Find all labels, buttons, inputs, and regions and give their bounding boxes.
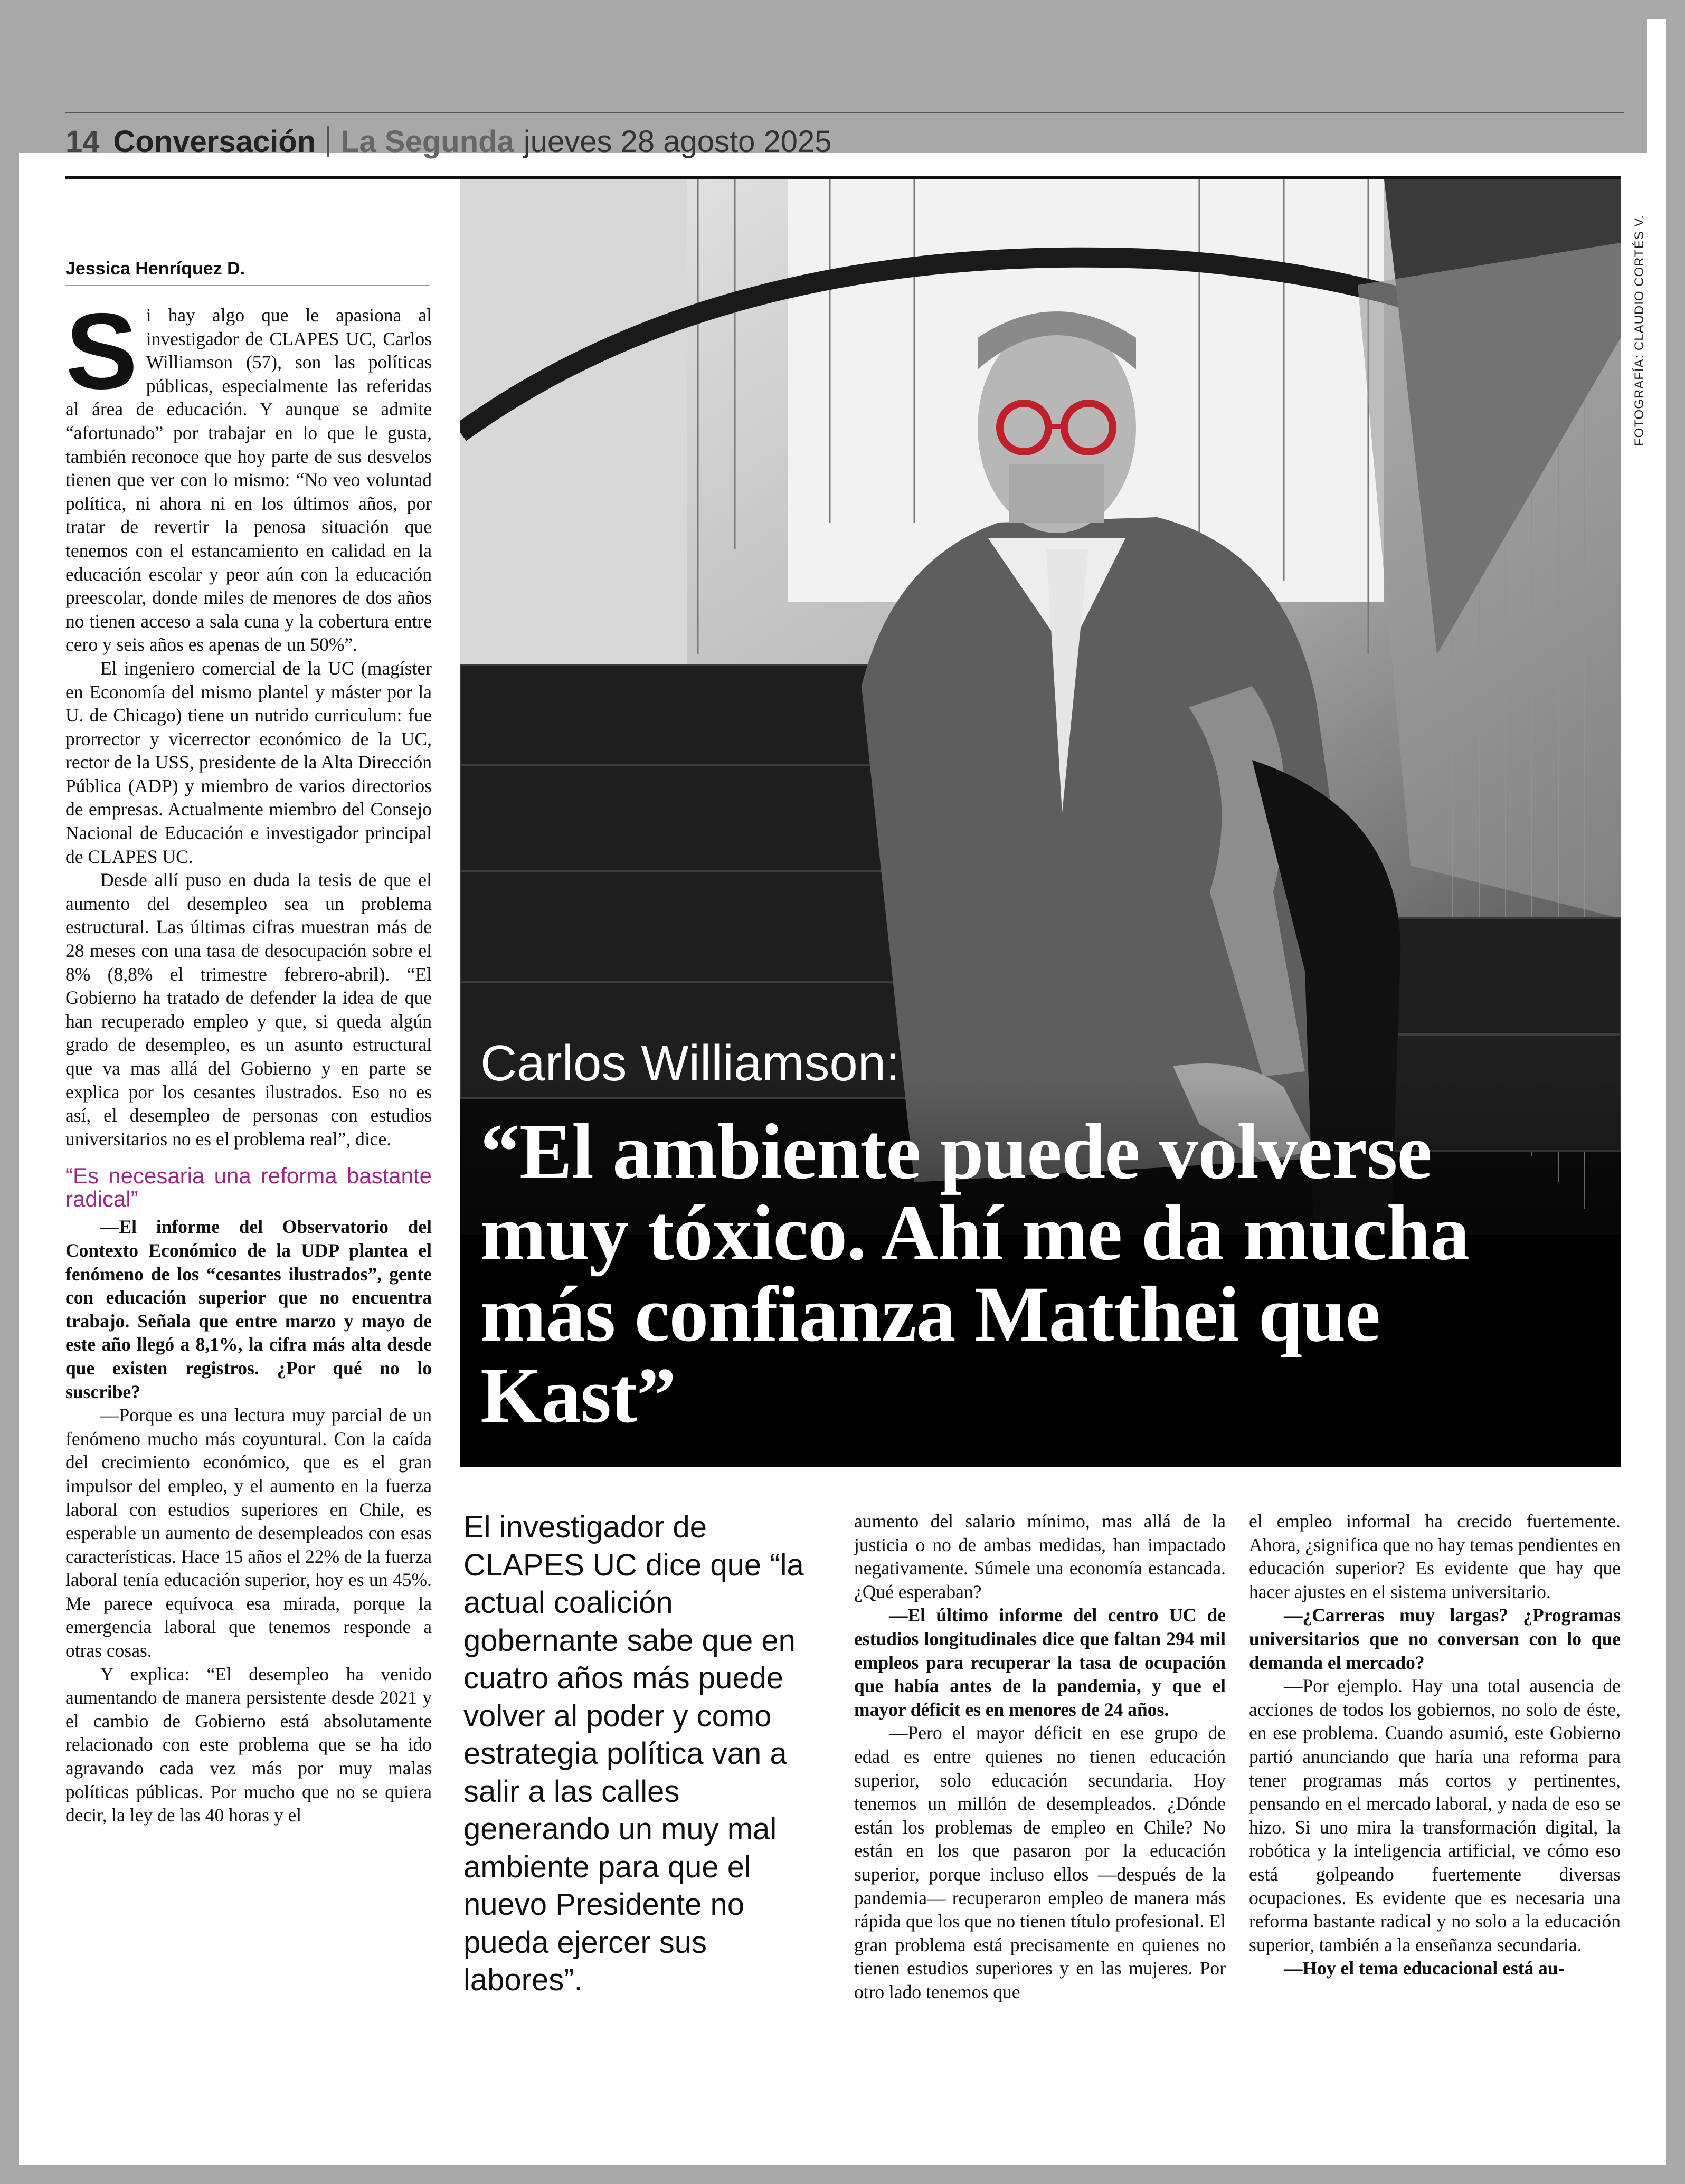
photo-credit: FOTOGRAFÍA: CLAUDIO CORTÉS V. — [1632, 215, 1646, 446]
section-name: Conversación — [113, 124, 316, 159]
intro-paragraph: i hay algo que le apasiona al investigador de CLAPES UC, Carlos Williamson (57), son las políticas públicas, especialmente las referidas al área de educación. Y aunque se admite “afortunado” por trabajar en lo que le gusta, también reconoce que hoy parte de sus desvelos tienen que ver con lo mismo: “No veo voluntad política, ni ahora ni en los últimos años, por tratar de revertir la penosa situación que tenemos con el estancamiento en calidad en la educación escolar y peor aún con la educación preescolar, donde miles de menores de dos años no tienen acceso a sala cuna y la cobertura entre cero y seis años es apenas de un 50%”. — [65, 305, 432, 656]
question-4: —Hoy el tema educacional está au- — [1284, 1958, 1565, 1979]
question-2: —El último informe del centro UC de estudios longitudinales dice que faltan 294 mil empleos para recuperar la tasa de ocupación que había antes de la pandemia, y que el mayor déficit es en menores de 24 años. — [854, 1604, 1226, 1720]
unemployment-paragraph: Desde allí puso en duda la tesis de que el aumento del desempleo sea un problema estructural. Las últimas cifras muestran más de 28 meses con una tasa de desocupación sobre el 8% (8,8% el trimestre febrero-abril). “El Gobierno ha tratado de defender la idea de que han recuperado empleo y que, si queda algún grado de desempleo, es un asunto estructural que va mas allá del Gobierno y en parte se explica por los cesantes ilustrados. Eso no es así, el desempleo de personas con estudios universitarios no es el problema real”, dice. — [65, 869, 432, 1150]
question-3: —¿Carreras muy largas? ¿Programas universitarios que no conversan con lo que demanda el mercado? — [1249, 1604, 1621, 1673]
issue-date: jueves 28 agosto 2025 — [523, 124, 832, 159]
subheading: “Es necesaria una reforma bastante radical” — [65, 1163, 432, 1212]
answer-2: —Pero el mayor déficit en ese grupo de edad es entre quienes no tienen educación superior, solo educación secundaria. Hoy tenemos un millón de desempleados. ¿Dónde están los problemas de empleo en Chile? No están en los que pasaron por la educación superior, porque incluso ellos —después de la pandemia— recuperaron empleo de manera más rápida que los que no tienen título profesional. El gran problema está precisamente en quienes no tienen estudios superiores y en las mujeres. Por otro lado tenemos que — [854, 1722, 1226, 2002]
col4-paragraph-1: el empleo informal ha crecido fuertemente. Ahora, ¿significa que no hay temas pendientes en educación superior? Es evidente que hay que hacer ajustes en el sistema universitario. — [1249, 1511, 1621, 1602]
bio-paragraph: El ingeniero comercial de la UC (magíster en Economía del mismo plantel y máster por la U. de Chicago) tiene un nutrido curriculum: fue prorrector y vicerrector económico de la UC, rector de la USS, presidente de la Alta Dirección Pública (ADP) y miembro de varios directorios de empresas. Actualmente miembro del Consejo Nacional de Educación e investigador principal de CLAPES UC. — [65, 657, 432, 867]
interviewee-name: Carlos Williamson: — [480, 1035, 900, 1091]
column-4 — [1249, 1509, 1621, 1980]
answer-1: —Porque es una lectura muy parcial de un fenómeno mucho más coyuntural. Con la caída del crecimiento económico, que es el gran impulsor del empleo, y el aumento en la fuerza laboral con estudios superiores en Chile, es esperable un aumento de desempleados con esas características. Hace 15 años el 22% de la fuerza laboral tenía educación superior, hoy es un 45%. Me parece equívoca esa mirada, porque la emergencia laboral que tenemos responde a otras cosas. — [65, 1404, 432, 1661]
headline-quote: “El ambiente puede volverse muy tóxico. Ahí me da mucha más confianza Matthei que Kast” — [480, 1108, 1470, 1439]
col3-paragraph-1: aumento del salario mínimo, mas allá de la justicia o no de ambas medidas, han impactado negativamente. Súmele una economía estancada. ¿Qué esperaban? — [854, 1511, 1226, 1602]
drop-cap: S — [65, 291, 138, 412]
answer-3: —Por ejemplo. Hay una total ausencia de acciones de todos los gobiernos, no solo de éste, en ese problema. Cuando asumió, este Gobierno partió anunciando que haría una reforma para tener programas más cortos y pertinentes, pensando en el mercado laboral, y nada de eso se hizo. Si uno mira la transformación digital, la robótica y la inteligencia artificial, ve cómo eso está golpeando fuertemente diversas ocupaciones. Es evidente que es necesaria una reforma bastante radical y no solo a la educación superior, también a la enseñanza secundaria. — [1249, 1675, 1621, 1955]
question-1: —El informe del Observatorio del Contexto Económico de la UDP plantea el fenómeno de los “cesantes ilustrados”, gente con educación superior que no encuentra trabajo. Señala que entre marzo y mayo de este año llegó a 8,1%, la cifra más alta desde que existen registros. ¿Por qué no lo suscribe? — [65, 1216, 432, 1402]
column-3 — [854, 1509, 1226, 2003]
byline: Jessica Henríquez D. — [65, 259, 245, 279]
page-number: 14 — [65, 124, 100, 159]
header-separator — [327, 126, 329, 157]
header-rule — [65, 112, 1624, 113]
pull-quote: El investigador de CLAPES UC dice que “la actual coalición gobernante sabe que en cuatro años más puede volver al poder y como estrategia política van a salir a las calles generando un muy mal ambiente para que el nuevo Presidente no pueda ejercer sus labores”. — [463, 1510, 804, 1997]
column-1 — [65, 291, 432, 1827]
page-header — [65, 120, 832, 163]
answer-1-continued: Y explica: “El desempleo ha venido aumentando de manera persistente desde 2021 y el cambio de Gobierno está absolutamente relacionado con este problema que se ha ido agravando cada vez más por muy malas políticas públicas. Por mucho que no se quiera decir, la ley de las 40 horas y el — [65, 1663, 432, 1826]
publication-name: La Segunda — [340, 124, 514, 159]
byline-rule — [65, 285, 430, 286]
